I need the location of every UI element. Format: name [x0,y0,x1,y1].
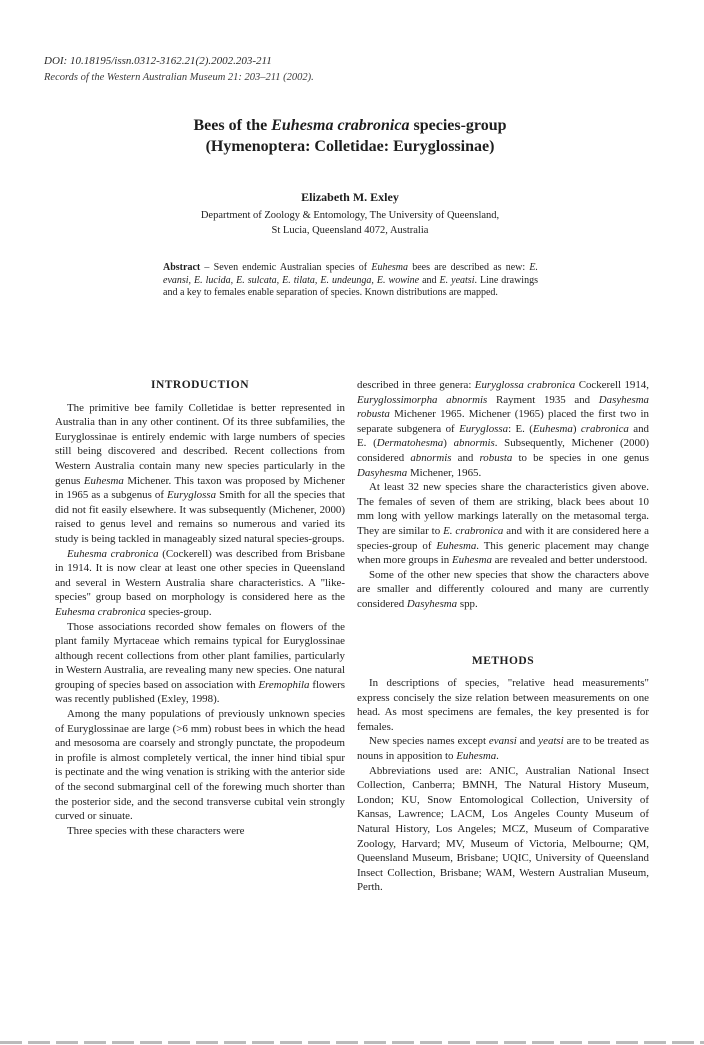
text: species-group. [145,605,212,618]
affiliation-line-1: Department of Zoology & Entomology, The University of Queensland, [200,210,500,221]
intro-paragraph: Among the many populations of previously unknown species of Euryglossinae are large (>6 mm) robust bees in which the head and mesosoma are coarsely and strongly punctate, the propodeum in profile is almost completely vertical, the inner hind tibial spur is pectinate and the wing venation is striking with the anterior side of the second submarginal cell of the forewing much shorter than the posterior side, and the second transverse cubital vein strongly curved or sinuate. [55,708,345,823]
methods-paragraph [357,734,649,763]
right-column [357,378,649,895]
taxon: Dasyhesma [406,597,458,610]
abstract [163,262,538,300]
title-text: species-group [409,117,507,134]
intro-paragraph [357,568,649,612]
taxon: Dasyhesma robusta [357,393,650,421]
taxon: Euryglossimorpha abnormis [357,393,488,406]
abstract-text: – Seven endemic Australian species of [200,262,372,273]
abstract-taxon: E. yeatsi [439,274,475,286]
title-line-2: (Hymenoptera: Colletidae: Euryglossinae) [205,138,495,155]
taxon: robusta [479,451,513,464]
text: and [451,451,480,464]
text: Michener 1965. Michener (1965) placed the first two in separate subgenera of [357,408,649,435]
text: New species names except [369,735,489,748]
taxon: Dermatohesma [376,437,444,450]
text: Those associations recorded show females on flowers of the plant family Myrtaceae which remains typical for Euryglossinae although recent collections from other plant families, particularly in Western Australia, are revealing many new species. One natural grouping of species based on association with [55,620,345,691]
text: . [496,750,499,763]
abstract-label: Abstract [163,262,201,273]
doi-line: DOI: 10.18195/issn.0312-3162.21(2).2002.203-211 [44,55,272,67]
taxon: Euryglossa [459,422,509,435]
page-bottom-artifact [0,1035,704,1045]
intro-paragraph [357,480,649,568]
paper-title [100,115,600,157]
text: Rayment 1935 and [487,393,599,406]
text: At least 32 new species share the characteristics given above. The females of seven of them are striking, black bees about 10 mm long with yellow markings laterally on the metasomal terga. They are similar to [357,481,649,537]
intro-paragraph [55,547,345,620]
taxon: Euhesma crabronica [55,605,146,618]
taxon: abnormis [410,451,452,464]
affiliation-line-2: St Lucia, Queensland 4072, Australia [271,225,429,236]
text: and with it are considered here a species-group of [357,524,649,552]
text: described in three genera: [357,379,475,391]
taxon: Euhesma [456,750,497,763]
title-line-1 [100,115,600,136]
text: to be species in one genus [512,451,649,464]
intro-paragraph [55,401,345,547]
intro-paragraph [55,620,345,708]
text: The primitive bee family Colletidae is better represented in Australia than in any other continent. Of its three subfamilies, the Euryglossinae is entirely endemic with large numbers of species still being discovered and described. Recent collections from Western Australia contain many new species particularly in the genus [55,401,345,487]
author-affiliation [120,208,580,238]
intro-paragraph [357,378,649,480]
cropped-footer-line [0,1041,704,1044]
abstract-text: bees are described as new: [408,262,530,273]
text: are revealed and better understood. [491,554,648,567]
taxon: Euhesma [532,422,573,435]
text: spp. [457,597,478,610]
text: are to be treated as nouns in apposition to [357,735,650,763]
methods-paragraph: In descriptions of species, "relative head measurements" express concisely the size relation between measurements on one head. As most specimens are females, the key presented is for females. [357,677,649,733]
taxon: Euhesma crabronica [67,547,159,560]
taxon: E. crabronica [443,524,504,537]
taxon: evansi [488,735,517,748]
title-taxon: Euhesma crabronica [271,117,410,134]
text: and [516,735,539,748]
text: Michener. This taxon was proposed by Michener in 1965 as a subgenus of [55,474,345,502]
taxon: Euhesma [83,474,124,487]
author-name: Elizabeth M. Exley [301,190,399,204]
taxon: Euryglossa [167,489,217,502]
taxon: abnormis [453,437,495,450]
methods-heading: METHODS [471,654,535,667]
taxon: Dasyhesma [357,466,408,479]
taxon: crabronica [580,422,629,435]
taxon: Euhesma [451,554,492,567]
text: Cockerell 1914, [575,379,649,391]
text: . This generic placement may change when more groups in [357,539,649,567]
taxon: Euhesma [436,539,477,552]
abstract-taxon: E. evansi, E. lucida, E. sulcata, E. tilata, E. undeunga, E. wowine [163,262,538,286]
text: flowers was recently published (Exley, 1998). [55,678,346,706]
text: Some of the other new species that show the characters above are smaller and differently coloured and many are currently considered [357,568,649,610]
text: ) [443,437,454,450]
text: and E. ( [357,422,649,450]
text: ) [572,422,581,435]
intro-paragraph: Three species with these characters were [67,824,245,837]
taxon: Eremophila [258,678,310,691]
abstract-text: . Line drawings and a key to females enable separation of species. Known distributions are mapped. [163,274,538,299]
introduction-heading: INTRODUCTION [150,379,249,391]
taxon: Euryglossa crabronica [474,379,576,391]
text: : E. ( [508,422,533,435]
title-text: Bees of the [193,117,272,134]
methods-paragraph: Abbreviations used are: ANIC, Australian National Insect Collection, Canberra; BMNH, The Natural History Museum, London; KU, Snow Entomological Collection, University of Kansas, Lawrence; LACM, Los Angeles County Museum of Natural History, Los Angeles; MCZ, Museum of Comparative Zoology, Harvard; MV, Museum of Victoria, Melbourne; QM, Queensland Museum, Brisbane; UQIC, University of Queensland Insect Collection, Brisbane; WAM, Western Australian Museum, Perth. [357,764,649,894]
journal-citation: Records of the Western Australian Museum 21: 203–211 (2002). [44,72,314,83]
abstract-text: and [419,274,440,286]
taxon: yeatsi [538,735,564,748]
left-column [55,378,345,838]
text: (Cockerell) was described from Brisbane in 1914. It is now clear at least one other species in Queensland and several in Western Australia share characteristics. A "like-species" group based on morphology is considered here as the [55,547,346,604]
text: . Subsequently, Michener (2000) considered [357,437,649,464]
text: Smith for all the species that did not fit easily elsewhere. It was subsequently (Michener, 2000) raised to genus level and remains so numerous and varied its study is being tackled in manageably sized natural species-groups. [55,489,345,545]
abstract-taxon: Euhesma [371,262,409,273]
text: Michener, 1965. [407,466,482,479]
